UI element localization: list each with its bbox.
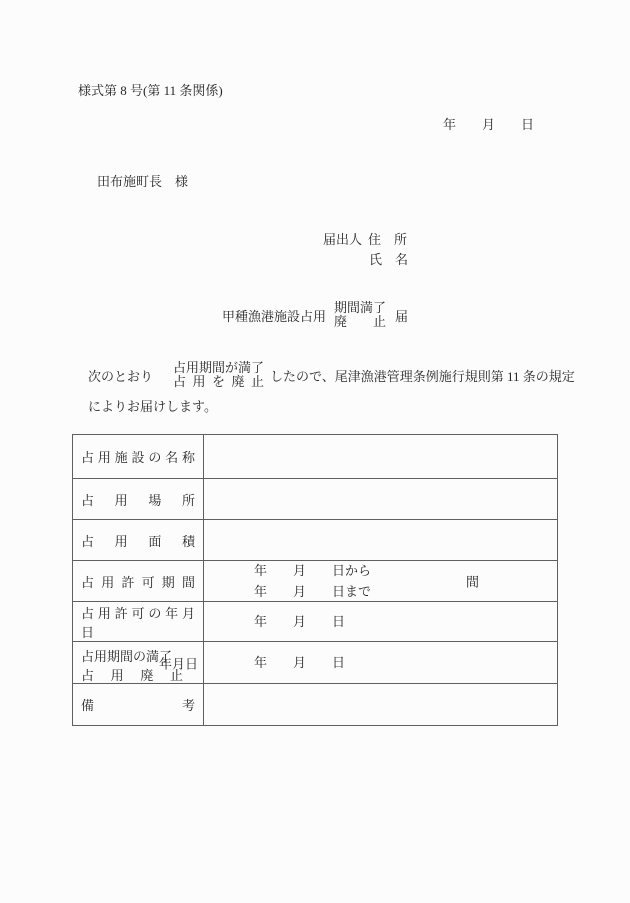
expiry-label-cell bbox=[73, 642, 204, 683]
table-row-expiry-or-abolition bbox=[73, 641, 557, 683]
body-choice-stack bbox=[173, 361, 264, 389]
body-choice-top: 占用期間が満了 bbox=[173, 360, 265, 375]
permit-period-label-cell bbox=[73, 561, 204, 601]
submission-date-line: 年 月 日 bbox=[443, 117, 535, 132]
area-value-cell bbox=[204, 520, 557, 560]
body-continuation: したので、尾津漁港管理条例施行規則第 11 条の規定 bbox=[270, 368, 575, 384]
title-choice-bottom: 廃 止 bbox=[334, 314, 387, 329]
expiry-label-top: 占用期間の満了 bbox=[81, 649, 173, 664]
permit-period-from: 年 月 日から bbox=[254, 563, 372, 578]
permit-date-value-cell bbox=[204, 602, 557, 641]
location-label-cell bbox=[73, 479, 204, 519]
location-value-cell bbox=[204, 479, 557, 519]
facility-name-value-cell bbox=[204, 435, 557, 478]
title-choice-stack bbox=[334, 301, 386, 329]
body-paragraph-line2: によりお届けします。 bbox=[88, 399, 217, 414]
remarks-label-cell bbox=[73, 684, 204, 725]
remarks-value-cell bbox=[204, 684, 557, 725]
permit-date-label: 占 用 許 可 の 年 月 日 bbox=[81, 605, 195, 640]
table-row-permit-period bbox=[73, 560, 557, 601]
expiry-label-bottom: 占 用 廃 止 bbox=[81, 668, 183, 683]
title-prefix: 甲種漁港施設占用 bbox=[222, 308, 327, 324]
body-lead: 次のとおり bbox=[88, 368, 154, 384]
permit-date-label-cell bbox=[73, 602, 204, 641]
declarant-address-label: 住 所 bbox=[368, 232, 408, 247]
permit-period-label: 占 用 許 可 期 間 bbox=[81, 574, 195, 590]
permit-period-to: 年 月 日まで bbox=[254, 584, 372, 599]
permit-period-duration-suffix: 間 bbox=[465, 574, 479, 590]
table-row-area bbox=[73, 519, 557, 560]
body-choice-bottom: 占 用 を 廃 止 bbox=[173, 374, 265, 389]
facility-name-label: 占 用 施 設 の 名 称 bbox=[81, 450, 195, 465]
title-suffix: 届 bbox=[395, 308, 409, 324]
table-row-permit-date bbox=[73, 601, 557, 641]
table-row-remarks bbox=[73, 683, 557, 725]
remarks-label: 備 考 bbox=[81, 698, 195, 713]
body-paragraph-line1 bbox=[88, 360, 575, 390]
table-row-facility-name bbox=[73, 435, 557, 478]
area-label-cell bbox=[73, 520, 204, 560]
declarant-name-label: 氏 名 bbox=[369, 252, 409, 267]
expiry-value-cell bbox=[204, 642, 557, 683]
expiry-label-date-word: 年月日 bbox=[158, 656, 198, 671]
addressee-honorific: 様 bbox=[175, 174, 189, 189]
application-table bbox=[72, 434, 558, 726]
document-title bbox=[222, 300, 408, 330]
addressee-name: 田布施町長 bbox=[97, 174, 163, 189]
declarant-label: 届出人 bbox=[323, 232, 363, 247]
location-label: 占 用 場 所 bbox=[81, 492, 195, 508]
facility-name-label-cell bbox=[73, 435, 204, 478]
table-row-location bbox=[73, 478, 557, 519]
form-number: 様式第 8 号(第 11 条関係) bbox=[78, 83, 223, 98]
declarant-address-line bbox=[323, 230, 408, 250]
addressee-line bbox=[97, 171, 188, 190]
declarant-name-line bbox=[323, 250, 408, 270]
expiry-date-value: 年 月 日 bbox=[254, 655, 346, 670]
declarant-block bbox=[323, 230, 408, 270]
title-choice-top: 期間満了 bbox=[334, 300, 387, 315]
permit-period-value-cell bbox=[204, 561, 557, 601]
permit-date-value: 年 月 日 bbox=[254, 614, 346, 629]
area-label: 占 用 面 積 bbox=[81, 533, 195, 549]
